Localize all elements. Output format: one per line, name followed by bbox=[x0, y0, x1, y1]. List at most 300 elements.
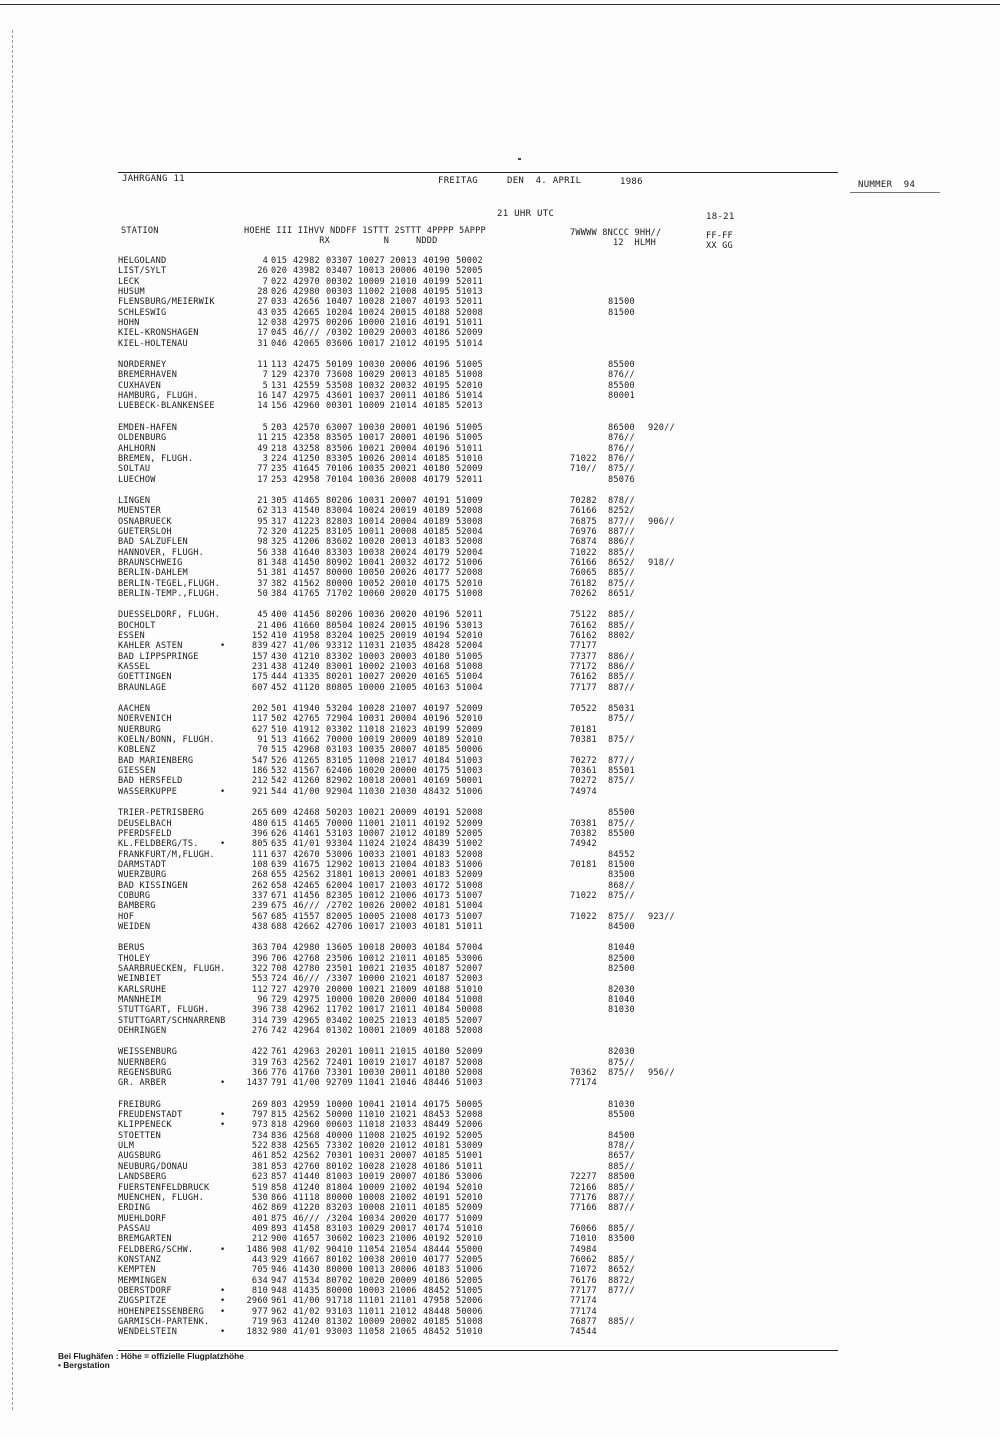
group-7wwww-value: 70381 bbox=[570, 735, 597, 746]
iii-value: 045 bbox=[271, 328, 288, 339]
iihvv-value: 41240 bbox=[293, 1316, 320, 1327]
station-name: ERDING bbox=[118, 1203, 151, 1214]
station-row bbox=[118, 391, 678, 401]
group-1sttt-value: 10021 bbox=[358, 984, 385, 995]
group-8nccc-value: 83500 bbox=[608, 1234, 635, 1245]
hoehe-value: 72 bbox=[257, 526, 268, 537]
group-5appp-value: 51003 bbox=[456, 1078, 483, 1089]
group-7wwww-value: 70381 bbox=[570, 818, 597, 829]
group-5appp-value: 52006 bbox=[456, 1120, 483, 1131]
group-4pppp-value: 40196 bbox=[423, 714, 450, 725]
station-name: BAD KISSINGEN bbox=[118, 880, 188, 891]
iihvv-value: 42768 bbox=[293, 953, 320, 964]
group-1sttt-value: 11018 bbox=[358, 1120, 385, 1131]
station-name: NEUBURG/DONAU bbox=[118, 1161, 188, 1172]
iii-value: 857 bbox=[271, 1172, 288, 1183]
hoehe-value: 2960 bbox=[246, 1296, 268, 1307]
station-row bbox=[118, 662, 678, 672]
station-name: PFERDSFELD bbox=[118, 828, 172, 839]
station-row bbox=[118, 901, 678, 911]
hoehe-value: 81 bbox=[257, 557, 268, 568]
group-1sttt-value: 10031 bbox=[358, 1151, 385, 1162]
iii-value: 626 bbox=[271, 828, 288, 839]
station-row bbox=[118, 1151, 678, 1161]
group-4pppp-value: 47958 bbox=[423, 1296, 450, 1307]
station-row bbox=[118, 1047, 678, 1057]
group-4pppp-value: 40185 bbox=[423, 401, 450, 412]
group-4pppp-value: 40181 bbox=[423, 1141, 450, 1152]
nddff-value: 73608 bbox=[326, 370, 353, 381]
station-row bbox=[118, 1162, 678, 1172]
hoehe-value: 5 bbox=[262, 422, 268, 433]
group-1sttt-value: 11011 bbox=[358, 1306, 385, 1317]
iihvv-value: 42760 bbox=[293, 1161, 320, 1172]
nddff-value: 62004 bbox=[326, 880, 353, 891]
group-5appp-value: 52010 bbox=[456, 714, 483, 725]
iihvv-value: 42662 bbox=[293, 921, 320, 932]
group-8nccc-value: 8252/ bbox=[608, 506, 635, 517]
nddff-value: 80902 bbox=[326, 557, 353, 568]
group-7wwww-value: 70262 bbox=[570, 588, 597, 599]
iii-value: 400 bbox=[271, 610, 288, 621]
group-5appp-value: 51010 bbox=[456, 453, 483, 464]
nddff-value: 80201 bbox=[326, 672, 353, 683]
group-4pppp-value: 40185 bbox=[423, 526, 450, 537]
group-5appp-value: 51008 bbox=[456, 1316, 483, 1327]
group-5appp-value: 52010 bbox=[456, 380, 483, 391]
iihvv-value: 46/// bbox=[293, 1213, 320, 1224]
group-5appp-value: 51011 bbox=[456, 318, 483, 329]
group-2sttt-value: 21033 bbox=[390, 1120, 417, 1131]
group-8nccc-value: 885// bbox=[608, 1223, 635, 1234]
group-8nccc-value: 84552 bbox=[608, 849, 635, 860]
group-7wwww-value: 76166 bbox=[570, 506, 597, 517]
station-name: BAMBERG bbox=[118, 901, 156, 912]
group-1sttt-value: 10011 bbox=[358, 1047, 385, 1058]
group-1sttt-value: 10024 bbox=[358, 620, 385, 631]
group-1sttt-value: 10000 bbox=[358, 318, 385, 329]
group-5appp-value: 51004 bbox=[456, 682, 483, 693]
station-row bbox=[118, 1203, 678, 1213]
nddff-value: 03407 bbox=[326, 266, 353, 277]
group-1sttt-value: 10018 bbox=[358, 776, 385, 787]
nddff-value: 80504 bbox=[326, 620, 353, 631]
station-name: GOETTINGEN bbox=[118, 672, 172, 683]
station-name: LINGEN bbox=[118, 495, 151, 506]
station-row bbox=[118, 506, 678, 516]
group-2sttt-value: 20006 bbox=[390, 360, 417, 371]
hoehe-value: 212 bbox=[251, 776, 268, 787]
group-1sttt-value: 11010 bbox=[358, 1110, 385, 1121]
group-2sttt-value: 21011 bbox=[390, 1005, 417, 1016]
hoehe-value: 231 bbox=[251, 662, 268, 673]
group-4pppp-value: 40165 bbox=[423, 672, 450, 683]
group-7wwww-value: 71072 bbox=[570, 1265, 597, 1276]
group-2sttt-value: 21008 bbox=[390, 287, 417, 298]
group-2sttt-value: 20003 bbox=[390, 943, 417, 954]
hoehe-value: 422 bbox=[251, 1047, 268, 1058]
group-4pppp-value: 40185 bbox=[423, 370, 450, 381]
station-row bbox=[118, 287, 678, 297]
group-5appp-value: 52011 bbox=[456, 610, 483, 621]
group-5appp-value: 52011 bbox=[456, 474, 483, 485]
day-label: FREITAG bbox=[438, 176, 479, 186]
nddff-value: 11702 bbox=[326, 1005, 353, 1016]
group-8nccc-value: 81040 bbox=[608, 943, 635, 954]
station-row bbox=[118, 735, 678, 745]
station-row bbox=[118, 766, 678, 776]
hoehe-value: 734 bbox=[251, 1130, 268, 1141]
nddff-value: 53508 bbox=[326, 380, 353, 391]
nddff-value: 81804 bbox=[326, 1182, 353, 1193]
iii-value: 639 bbox=[271, 859, 288, 870]
group-8nccc-value: 875// bbox=[608, 911, 635, 922]
group-5appp-value: 52008 bbox=[456, 568, 483, 579]
group-5appp-value: 51008 bbox=[456, 370, 483, 381]
group-1sttt-value: 11008 bbox=[358, 755, 385, 766]
group-4pppp-value: 40183 bbox=[423, 849, 450, 860]
group-7wwww-value: 77174 bbox=[570, 1078, 597, 1089]
ff-column-header-line2: XX GG bbox=[706, 241, 733, 251]
iii-value: 708 bbox=[271, 963, 288, 974]
group-5appp-value: 52013 bbox=[456, 401, 483, 412]
nddff-value: 01302 bbox=[326, 1026, 353, 1037]
hoehe-value: 977 bbox=[251, 1306, 268, 1317]
group-8nccc-value: 875// bbox=[608, 776, 635, 787]
group-5appp-value: 51005 bbox=[456, 422, 483, 433]
station-name: MANNHEIM bbox=[118, 995, 161, 1005]
group-1sttt-value: 10052 bbox=[358, 578, 385, 589]
group-4pppp-value: 40163 bbox=[423, 682, 450, 693]
iii-value: 430 bbox=[271, 651, 288, 662]
station-name: KARLSRUHE bbox=[118, 984, 167, 995]
group-8nccc-value: 875// bbox=[608, 464, 635, 475]
hoehe-value: 462 bbox=[251, 1203, 268, 1214]
station-name: REGENSBURG bbox=[118, 1068, 172, 1079]
station-name: NUERBURG bbox=[118, 724, 161, 735]
group-2sttt-value: 20032 bbox=[390, 557, 417, 568]
nddff-value: 83303 bbox=[326, 547, 353, 558]
iii-value: 980 bbox=[271, 1327, 288, 1338]
station-row bbox=[118, 1193, 678, 1203]
iihvv-value: 41461 bbox=[293, 828, 320, 839]
mountain-station-marker: • bbox=[220, 1327, 226, 1338]
nddff-value: 82902 bbox=[326, 776, 353, 787]
hoehe-value: 276 bbox=[251, 1026, 268, 1037]
group-1sttt-value: 10035 bbox=[358, 745, 385, 756]
group-8nccc-value: 877// bbox=[608, 516, 635, 527]
station-name: CUXHAVEN bbox=[118, 380, 161, 391]
group-1sttt-value: 10003 bbox=[358, 1285, 385, 1296]
iihvv-value: 42565 bbox=[293, 1141, 320, 1152]
iii-value: 838 bbox=[271, 1141, 288, 1152]
group-1sttt-value: 10035 bbox=[358, 464, 385, 475]
group-8nccc-value: 85500 bbox=[608, 808, 635, 819]
group-5appp-value: 52008 bbox=[456, 1026, 483, 1037]
group-1sttt-value: 10017 bbox=[358, 880, 385, 891]
group-1sttt-value: 10060 bbox=[358, 588, 385, 599]
group-7wwww-value: 70181 bbox=[570, 724, 597, 735]
station-name: STUTTGART/SCHNARRENB bbox=[118, 1015, 226, 1026]
iihvv-value: 42468 bbox=[293, 808, 320, 819]
iihvv-value: 42980 bbox=[293, 287, 320, 298]
iihvv-value: 41250 bbox=[293, 453, 320, 464]
group-5appp-value: 52004 bbox=[456, 526, 483, 537]
group-5appp-value: 52006 bbox=[456, 1296, 483, 1307]
group-1sttt-value: 10017 bbox=[358, 433, 385, 444]
group-7wwww-value: 77176 bbox=[570, 1192, 597, 1203]
group-2sttt-value: 20010 bbox=[390, 1254, 417, 1265]
iihvv-value: 41223 bbox=[293, 516, 320, 527]
station-name: OBERSTDORF bbox=[118, 1285, 172, 1296]
group-8nccc-value: 85500 bbox=[608, 1110, 635, 1121]
group-4pppp-value: 40196 bbox=[423, 443, 450, 454]
group-1sttt-value: 10026 bbox=[358, 901, 385, 912]
group-1sttt-value: 10020 bbox=[358, 537, 385, 548]
station-row bbox=[118, 381, 678, 391]
iii-value: 858 bbox=[271, 1182, 288, 1193]
group-1sttt-value: 10014 bbox=[358, 516, 385, 527]
station-name: BOCHOLT bbox=[118, 620, 156, 631]
group-5appp-value: 55000 bbox=[456, 1244, 483, 1255]
group-5appp-value: 51006 bbox=[456, 786, 483, 797]
hoehe-value: 175 bbox=[251, 672, 268, 683]
group-4pppp-value: 40173 bbox=[423, 911, 450, 922]
iihvv-value: 42358 bbox=[293, 433, 320, 444]
group-5appp-value: 51007 bbox=[456, 890, 483, 901]
group-8nccc-value: 8652/ bbox=[608, 557, 635, 568]
mountain-station-marker: • bbox=[220, 1296, 226, 1307]
iihvv-value: 41958 bbox=[293, 631, 320, 641]
nddff-value: 70000 bbox=[326, 735, 353, 746]
station-row bbox=[118, 1110, 678, 1120]
station-row bbox=[118, 912, 678, 922]
date-label: DEN 4. APRIL bbox=[507, 176, 582, 186]
group-1sttt-value: 10028 bbox=[358, 1161, 385, 1172]
nddff-value: 83105 bbox=[326, 755, 353, 766]
station-row bbox=[118, 850, 678, 860]
iihvv-value: 42670 bbox=[293, 849, 320, 860]
group-8nccc-value: 82030 bbox=[608, 984, 635, 995]
station-row bbox=[118, 454, 678, 464]
group-1sttt-value: 10001 bbox=[358, 1026, 385, 1037]
iihvv-value: 41534 bbox=[293, 1275, 320, 1286]
group-8nccc-value: 8657/ bbox=[608, 1151, 635, 1162]
group-4pppp-value: 40188 bbox=[423, 984, 450, 995]
station-group bbox=[118, 423, 678, 485]
nddff-value: 53006 bbox=[326, 849, 353, 860]
iihvv-value: 46/// bbox=[293, 328, 320, 339]
nddff-value: 80805 bbox=[326, 682, 353, 693]
group-2sttt-value: 20008 bbox=[390, 526, 417, 537]
group-4pppp-value: 40192 bbox=[423, 1130, 450, 1141]
group-8nccc-value: 85501 bbox=[608, 766, 635, 777]
iihvv-value: 42562 bbox=[293, 870, 320, 881]
iii-value: 615 bbox=[271, 818, 288, 829]
iii-value: 685 bbox=[271, 911, 288, 922]
iihvv-value: 42562 bbox=[293, 1110, 320, 1121]
station-name: KONSTANZ bbox=[118, 1254, 161, 1265]
station-name: BAD LIPPSPRINGE bbox=[118, 651, 199, 662]
iii-value: 961 bbox=[271, 1296, 288, 1307]
iii-value: 131 bbox=[271, 380, 288, 391]
group-5appp-value: 53009 bbox=[456, 1141, 483, 1152]
iii-value: 325 bbox=[271, 537, 288, 548]
group-2sttt-value: 21035 bbox=[390, 641, 417, 652]
nddff-value: 80702 bbox=[326, 1275, 353, 1286]
iii-value: 739 bbox=[271, 1015, 288, 1026]
group-5appp-value: 52008 bbox=[456, 307, 483, 318]
hoehe-value: 108 bbox=[251, 859, 268, 870]
iii-value: 020 bbox=[271, 266, 288, 277]
hoehe-value: 31 bbox=[257, 338, 268, 349]
iihvv-value: 41210 bbox=[293, 651, 320, 662]
group-1sttt-value: 11001 bbox=[358, 818, 385, 829]
hoehe-value: 117 bbox=[251, 714, 268, 725]
station-name: KAHLER ASTEN bbox=[118, 641, 183, 652]
group-7wwww-value: 71010 bbox=[570, 1234, 597, 1245]
group-5appp-value: 51006 bbox=[456, 859, 483, 870]
year-label: 1986 bbox=[620, 177, 643, 187]
group-4pppp-value: 40172 bbox=[423, 880, 450, 891]
group-2sttt-value: 20024 bbox=[390, 547, 417, 558]
group-8nccc-value: 80001 bbox=[608, 391, 635, 402]
group-4pppp-value: 40180 bbox=[423, 464, 450, 475]
timespan-label: 18-21 bbox=[706, 212, 735, 222]
station-name: ZUGSPITZE bbox=[118, 1296, 167, 1307]
group-5appp-value: 51008 bbox=[456, 588, 483, 599]
group-4pppp-value: 40191 bbox=[423, 318, 450, 329]
group-1sttt-value: 10041 bbox=[358, 1099, 385, 1110]
station-row bbox=[118, 829, 678, 839]
group-2sttt-value: 20007 bbox=[390, 1172, 417, 1183]
station-row bbox=[118, 776, 678, 786]
group-5appp-value: 52010 bbox=[456, 1182, 483, 1193]
iii-value: 706 bbox=[271, 953, 288, 964]
iii-value: 215 bbox=[271, 433, 288, 444]
group-7wwww-value: 76176 bbox=[570, 1275, 597, 1286]
iii-value: 655 bbox=[271, 870, 288, 881]
group-8nccc-value: 885// bbox=[608, 1161, 635, 1172]
group-4pppp-value: 40191 bbox=[423, 1192, 450, 1203]
group-2sttt-value: 20003 bbox=[390, 651, 417, 662]
group-2sttt-value: 20020 bbox=[390, 1213, 417, 1224]
iii-value: 908 bbox=[271, 1244, 288, 1255]
iii-value: 929 bbox=[271, 1254, 288, 1265]
group-4pppp-value: 40187 bbox=[423, 963, 450, 974]
group-7wwww-value: 74544 bbox=[570, 1327, 597, 1338]
group-8nccc-value: 85500 bbox=[608, 380, 635, 391]
iii-value: 675 bbox=[271, 901, 288, 912]
group-8nccc-value: 81500 bbox=[608, 307, 635, 318]
nddff-value: 13605 bbox=[326, 943, 353, 954]
station-row bbox=[118, 1026, 678, 1036]
group-1sttt-value: 10009 bbox=[358, 1316, 385, 1327]
group-7wwww-value: 76166 bbox=[570, 557, 597, 568]
iihvv-value: 41/01 bbox=[293, 1327, 320, 1338]
nddff-value: 80000 bbox=[326, 1192, 353, 1203]
group-2sttt-value: 20007 bbox=[390, 1151, 417, 1162]
station-group bbox=[118, 704, 678, 797]
group-2sttt-value: 20015 bbox=[390, 307, 417, 318]
group-9hh-value: 956// bbox=[648, 1068, 675, 1079]
group-5appp-value: 51013 bbox=[456, 287, 483, 298]
station-row bbox=[118, 787, 678, 797]
station-name: NORDERNEY bbox=[118, 360, 167, 371]
iii-value: 532 bbox=[271, 766, 288, 777]
group-5appp-value: 52008 bbox=[456, 849, 483, 860]
group-4pppp-value: 40186 bbox=[423, 391, 450, 402]
group-5appp-value: 51004 bbox=[456, 901, 483, 912]
station-name: PASSAU bbox=[118, 1223, 151, 1234]
group-4pppp-value: 40183 bbox=[423, 870, 450, 881]
group-2sttt-value: 20003 bbox=[390, 328, 417, 339]
station-name: THOLEY bbox=[118, 953, 151, 964]
station-name: FUERSTENFELDBRUCK bbox=[118, 1182, 210, 1193]
hoehe-value: 519 bbox=[251, 1182, 268, 1193]
iihvv-value: 41260 bbox=[293, 776, 320, 787]
iihvv-value: 41265 bbox=[293, 755, 320, 766]
iihvv-value: 42965 bbox=[293, 1015, 320, 1026]
group-4pppp-value: 40191 bbox=[423, 808, 450, 819]
station-row bbox=[118, 839, 678, 849]
station-row bbox=[118, 401, 678, 411]
hoehe-value: 409 bbox=[251, 1223, 268, 1234]
group-2sttt-value: 20013 bbox=[390, 537, 417, 548]
station-name: BREMEN, FLUGH. bbox=[118, 453, 194, 464]
nddff-value: 00302 bbox=[326, 276, 353, 287]
hoehe-value: 634 bbox=[251, 1275, 268, 1286]
nddff-value: 53103 bbox=[326, 828, 353, 839]
station-name: WEISSENBURG bbox=[118, 1047, 178, 1058]
iihvv-value: 42975 bbox=[293, 391, 320, 402]
iihvv-value: 42980 bbox=[293, 943, 320, 954]
iii-value: 803 bbox=[271, 1099, 288, 1110]
group-4pppp-value: 40185 bbox=[423, 953, 450, 964]
group-2sttt-value: 21013 bbox=[390, 1015, 417, 1026]
group-1sttt-value: 10027 bbox=[358, 672, 385, 683]
iihvv-value: 41240 bbox=[293, 1182, 320, 1193]
group-4pppp-value: 40186 bbox=[423, 328, 450, 339]
station-name: BREMERHAVEN bbox=[118, 370, 178, 381]
group-1sttt-value: 10000 bbox=[358, 682, 385, 693]
group-2sttt-value: 21003 bbox=[390, 921, 417, 932]
iii-value: 761 bbox=[271, 1047, 288, 1058]
station-name: BERLIN-TEGEL,FLUGH. bbox=[118, 578, 221, 589]
group-2sttt-value: 20007 bbox=[390, 495, 417, 506]
station-name: HOHENPEISSENBERG bbox=[118, 1306, 204, 1317]
time-label: 21 UHR UTC bbox=[497, 209, 555, 219]
group-1sttt-value: 10013 bbox=[358, 870, 385, 881]
group-5appp-value: 51014 bbox=[456, 338, 483, 349]
group-2sttt-value: 20020 bbox=[390, 588, 417, 599]
group-1sttt-value: 10024 bbox=[358, 506, 385, 517]
hoehe-value: 322 bbox=[251, 963, 268, 974]
group-4pppp-value: 40184 bbox=[423, 943, 450, 954]
group-8nccc-value: 8651/ bbox=[608, 588, 635, 599]
hoehe-value: 77 bbox=[257, 464, 268, 475]
nddff-value: 83001 bbox=[326, 662, 353, 673]
footer-note-airports: Bei Flughäfen : Höhe = offizielle Flugplatzhöhe bbox=[58, 1351, 244, 1361]
group-2sttt-value: 21015 bbox=[390, 1047, 417, 1058]
group-4pppp-value: 40186 bbox=[423, 1172, 450, 1183]
group-1sttt-value: 10020 bbox=[358, 766, 385, 777]
station-row bbox=[118, 1078, 678, 1088]
group-9hh-value: 918// bbox=[648, 557, 675, 568]
station-name: SCHLESWIG bbox=[118, 307, 167, 318]
station-name: COBURG bbox=[118, 890, 151, 901]
footer-note-mountain: • Bergstation bbox=[58, 1360, 110, 1371]
